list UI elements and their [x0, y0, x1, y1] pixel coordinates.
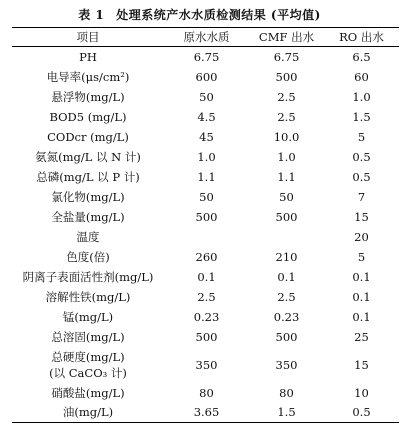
- parameter-name: 溶解性铁(mg/L): [45, 289, 131, 304]
- raw-water-value: 500: [195, 209, 218, 224]
- cmf-value: 500: [275, 69, 298, 84]
- parameter-name: 电导率(μs/cm²): [46, 69, 130, 84]
- ro-value: 6.5: [352, 49, 371, 64]
- ro-value: 7: [357, 189, 366, 204]
- raw-water-value: 260: [195, 249, 218, 264]
- ro-value: 5: [357, 129, 366, 144]
- parameter-cell: [12, 147, 164, 167]
- raw-water-value: 0.1: [197, 269, 216, 284]
- table-body: [12, 47, 399, 423]
- cmf-value: 1.0: [277, 149, 296, 164]
- header-raw-water: 原水水质: [164, 28, 249, 47]
- header-ro-effluent: RO 出水: [324, 28, 399, 47]
- parameter-cell: [12, 67, 164, 87]
- parameter-name: PH: [79, 49, 97, 64]
- cmf-value: 210: [275, 249, 298, 264]
- raw-water-value: 1.0: [197, 149, 216, 164]
- parameter-name: CODcr (mg/L): [47, 129, 129, 144]
- ro-value: 0.1: [352, 289, 371, 304]
- table-row: [12, 167, 399, 187]
- cmf-value: 80: [279, 385, 294, 400]
- water-quality-table: [12, 27, 399, 423]
- ro-value: 0.5: [324, 403, 399, 423]
- table-row: [12, 403, 399, 423]
- table-row: [12, 383, 399, 403]
- cmf-value: 0.1: [277, 269, 296, 284]
- parameter-cell: [12, 227, 164, 247]
- parameter-name: 氨氮(mg/L 以 N 计): [35, 149, 141, 164]
- parameter-name: 油(mg/L): [62, 405, 114, 420]
- ro-value: 15: [354, 357, 369, 372]
- parameter-name: 温度: [76, 229, 100, 244]
- table-row: [12, 147, 399, 167]
- parameter-cell: [12, 87, 164, 107]
- header-item: 项目: [12, 28, 164, 47]
- table-row: [12, 247, 399, 267]
- raw-water-value: 350: [195, 357, 218, 372]
- parameter-cell: [12, 327, 164, 347]
- cmf-value: [249, 227, 324, 247]
- raw-water-value: 600: [195, 69, 218, 84]
- parameter-cell: [12, 167, 164, 187]
- cmf-value: 2.5: [277, 89, 296, 104]
- parameter-cell: [12, 107, 164, 127]
- ro-value: 0.1: [352, 269, 371, 284]
- ro-value: 20: [354, 229, 369, 244]
- parameter-cell: [12, 307, 164, 327]
- raw-water-value: [164, 227, 249, 247]
- cmf-value: 6.75: [273, 49, 300, 64]
- cmf-value: 1.1: [277, 169, 296, 184]
- raw-water-value: 45: [199, 129, 214, 144]
- parameter-note: (以 CaCO₃ 计): [49, 365, 127, 380]
- parameter-cell: [12, 247, 164, 267]
- cmf-value: 0.23: [273, 309, 300, 324]
- table-title: 处理系统产水水质检测结果 (平均值): [116, 8, 321, 22]
- table-row: [12, 347, 399, 383]
- table-row: [12, 47, 399, 67]
- table-row: [12, 267, 399, 287]
- ro-value: 1.5: [352, 109, 371, 124]
- table-number: 表 1: [78, 8, 105, 22]
- parameter-name: 硝酸盐(mg/L): [51, 385, 125, 400]
- table-row: [12, 327, 399, 347]
- raw-water-value: 0.23: [193, 309, 220, 324]
- table-row: [12, 227, 399, 247]
- cmf-value: 500: [275, 329, 298, 344]
- parameter-cell: [12, 127, 164, 147]
- parameter-name: 总磷(mg/L 以 P 计): [36, 169, 140, 184]
- parameter-cell: [12, 347, 164, 383]
- table-row: [12, 87, 399, 107]
- parameter-cell: [12, 287, 164, 307]
- cmf-value: 10.0: [273, 129, 300, 144]
- ro-value: 5: [357, 249, 366, 264]
- cmf-value: 350: [275, 357, 298, 372]
- table-row: [12, 187, 399, 207]
- parameter-cell: [12, 47, 164, 67]
- parameter-name: 色度(倍): [66, 249, 110, 264]
- table-row: [12, 107, 399, 127]
- raw-water-value: 3.65: [164, 403, 249, 423]
- table-caption: [0, 6, 411, 23]
- ro-value: 0.5: [352, 149, 371, 164]
- cmf-value: 2.5: [277, 109, 296, 124]
- parameter-cell: [12, 187, 164, 207]
- header-cmf-effluent: CMF 出水: [249, 28, 324, 47]
- raw-water-value: 2.5: [197, 289, 216, 304]
- ro-value: 10: [354, 385, 369, 400]
- raw-water-value: 50: [199, 89, 214, 104]
- parameter-name: BOD5 (mg/L): [49, 109, 127, 124]
- parameter-cell: [12, 207, 164, 227]
- cmf-value: 50: [279, 189, 294, 204]
- ro-value: 1.0: [352, 89, 371, 104]
- table-row: [12, 207, 399, 227]
- parameter-name: 全盐量(mg/L): [51, 209, 125, 224]
- parameter-cell: [12, 267, 164, 287]
- cmf-value: 1.5: [249, 403, 324, 423]
- raw-water-value: 4.5: [197, 109, 216, 124]
- parameter-name: 氯化物(mg/L): [51, 189, 125, 204]
- table-row: [12, 67, 399, 87]
- table-row: [12, 287, 399, 307]
- raw-water-value: 1.1: [197, 169, 216, 184]
- raw-water-value: 6.75: [193, 49, 220, 64]
- table-row: [12, 127, 399, 147]
- parameter-name: 阴离子表面活性剂(mg/L): [22, 269, 154, 284]
- parameter-cell: [12, 383, 164, 403]
- ro-value: 15: [354, 209, 369, 224]
- parameter-name: 悬浮物(mg/L): [51, 89, 125, 104]
- raw-water-value: 500: [195, 329, 218, 344]
- parameter-cell: [12, 403, 164, 423]
- header-row: [12, 28, 399, 47]
- cmf-value: 2.5: [277, 289, 296, 304]
- ro-value: 0.5: [352, 169, 371, 184]
- parameter-name: 总溶固(mg/L): [51, 329, 125, 344]
- raw-water-value: 80: [199, 385, 214, 400]
- cmf-value: 500: [275, 209, 298, 224]
- ro-value: 60: [354, 69, 369, 84]
- parameter-name: 总硬度(mg/L): [51, 349, 125, 364]
- parameter-name: 锰(mg/L): [62, 309, 114, 324]
- ro-value: 0.1: [352, 309, 371, 324]
- table-row: [12, 307, 399, 327]
- raw-water-value: 50: [199, 189, 214, 204]
- ro-value: 25: [354, 329, 369, 344]
